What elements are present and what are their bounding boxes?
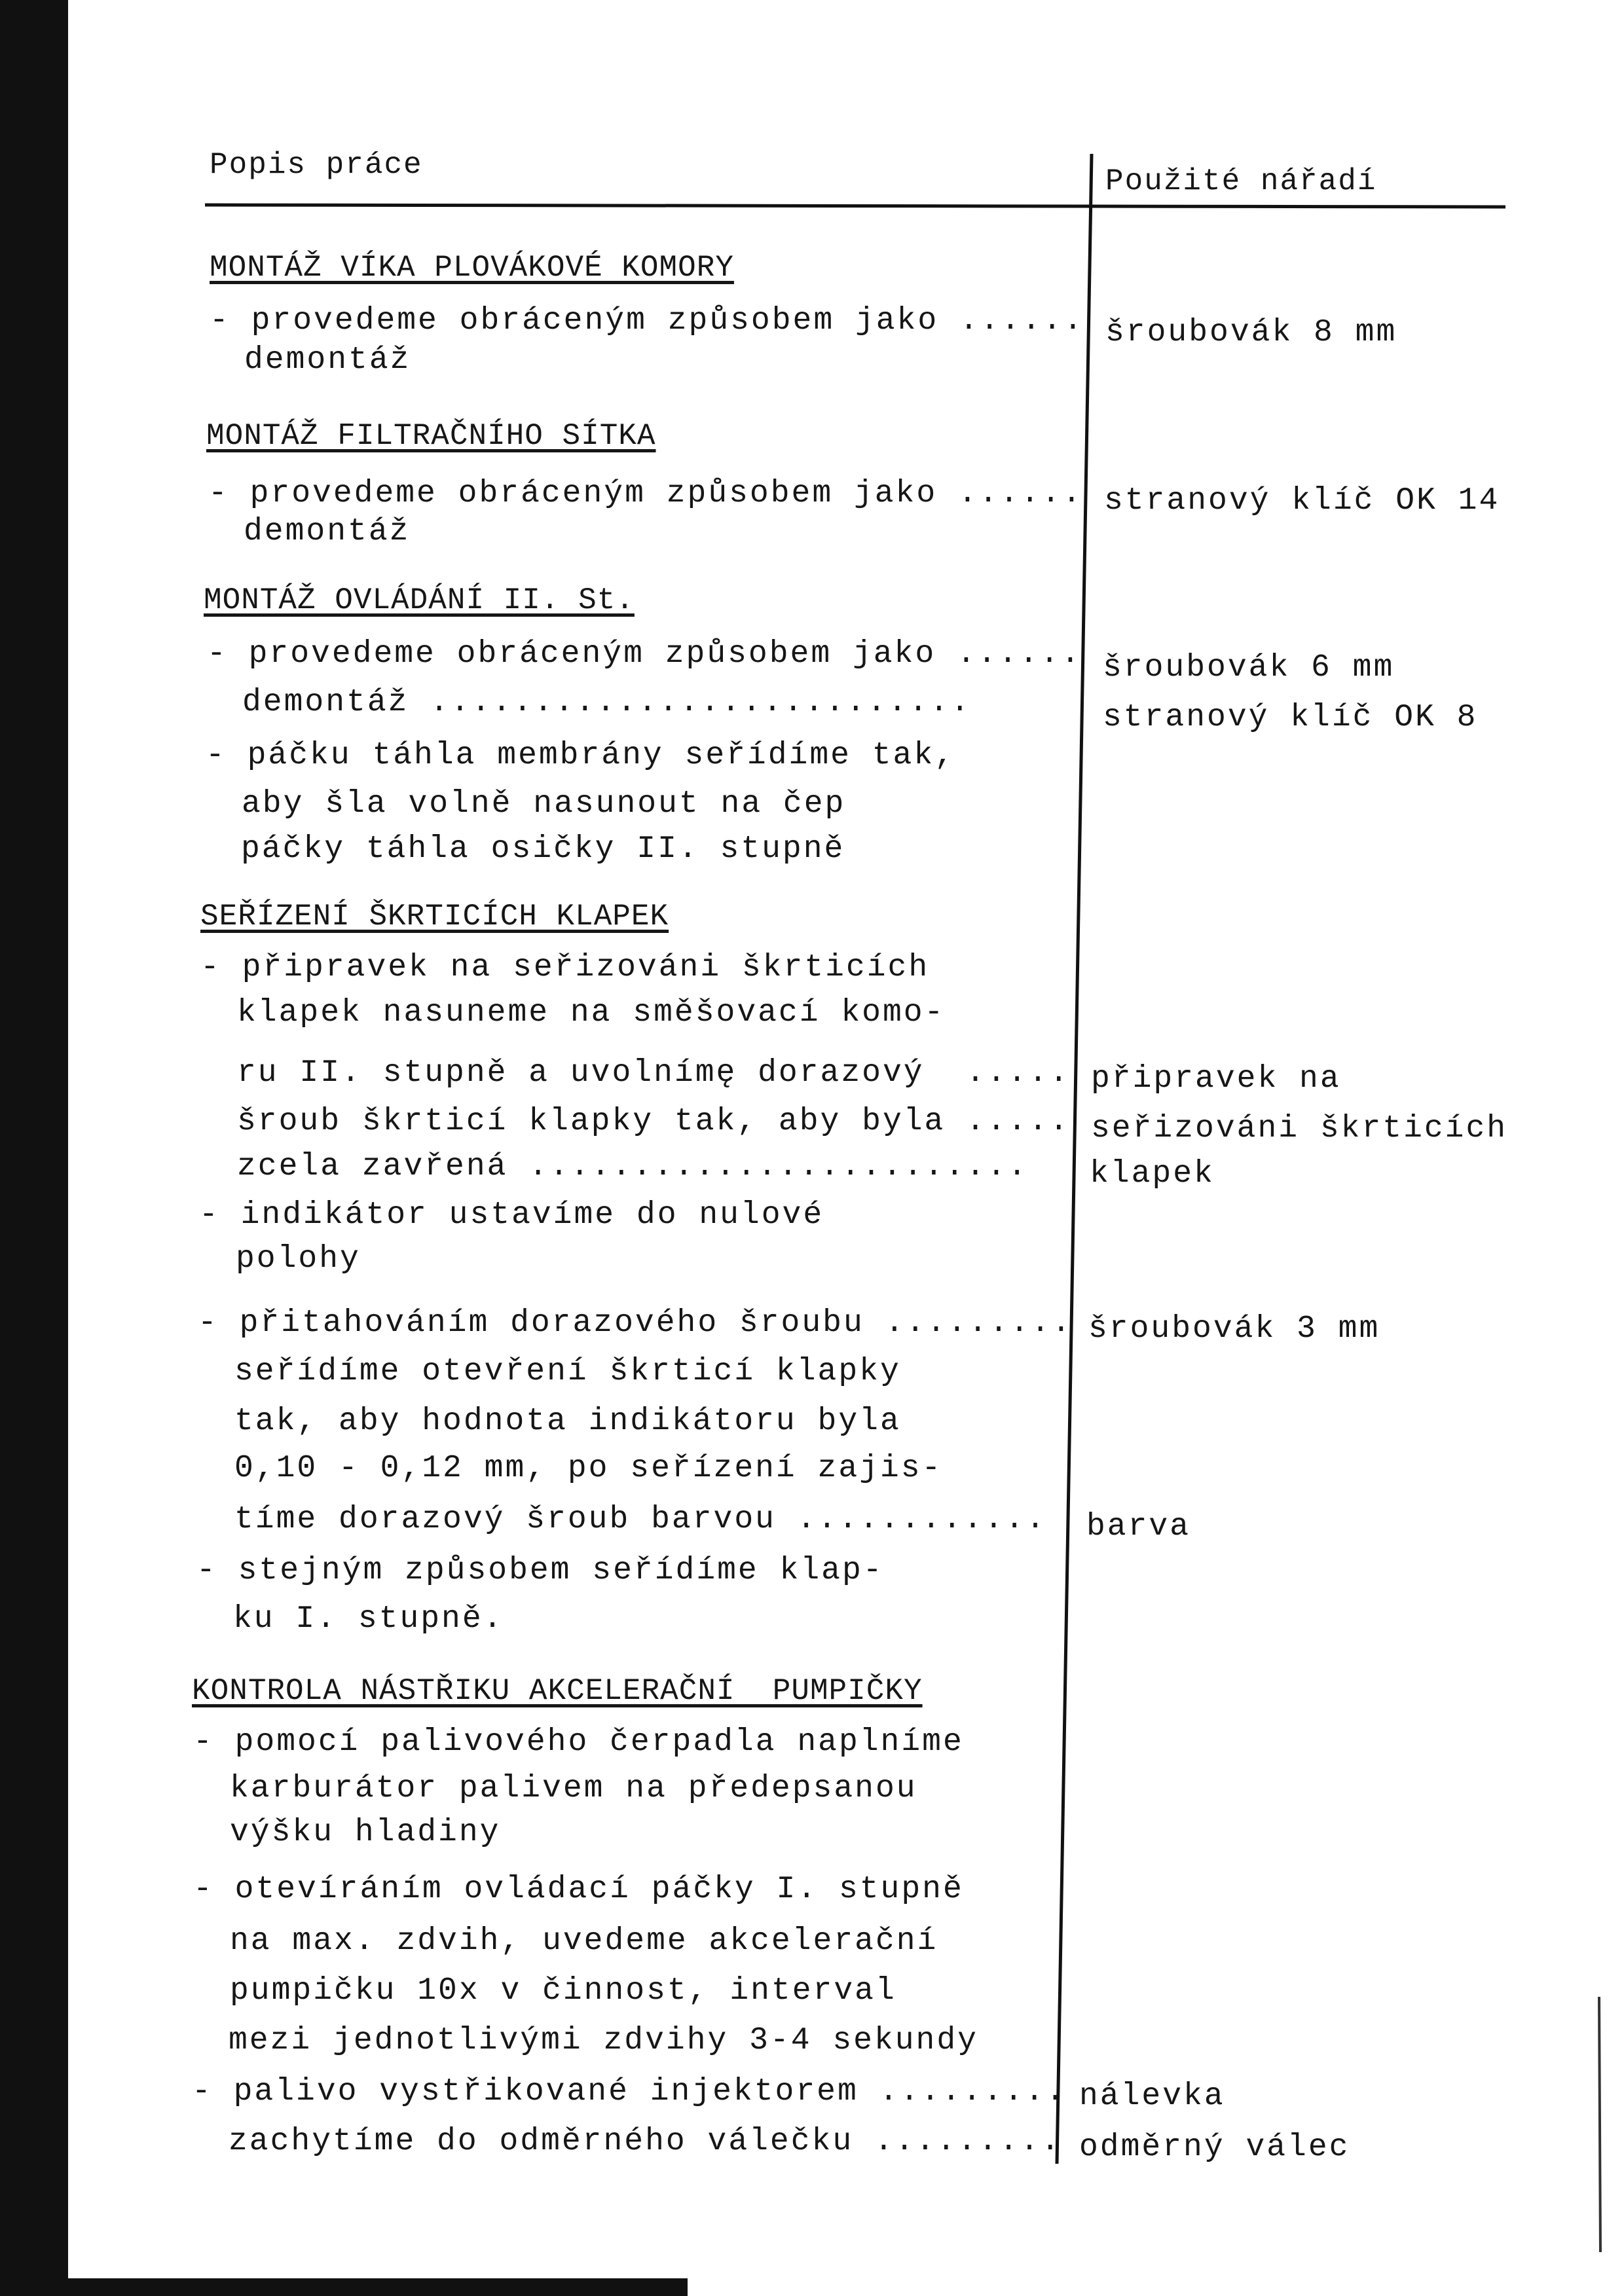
work-line: 0,10 - 0,12 mm, po seřízení zajis-: [234, 1451, 943, 1486]
tool-item: připravek na: [1091, 1061, 1341, 1097]
section-title: MONTÁŽ FILTRAČNÍHO SÍTKA: [206, 419, 656, 453]
work-line: - indikátor ustavíme do nulové: [199, 1197, 824, 1233]
work-line: šroub škrticí klapky tak, aby byla .....: [237, 1104, 1071, 1139]
column-header-work: Popis práce: [210, 148, 423, 182]
tool-item: seřizováni škrticích: [1091, 1111, 1508, 1146]
work-line: demontáž ..........................: [242, 685, 972, 720]
scan-mark: [1599, 1997, 1600, 2252]
work-line: zachytíme do odměrného válečku .........: [229, 2124, 1062, 2159]
tool-item: stranový klíč OK 14: [1104, 483, 1500, 519]
column-divider: [1057, 154, 1092, 2164]
work-line: karburátor palivem na předepsanou: [230, 1771, 917, 1806]
work-line: seřídíme otevření škrticí klapky: [234, 1354, 901, 1389]
header-rule: [205, 205, 1505, 207]
work-line: tíme dorazový šroub barvou ............: [234, 1502, 1047, 1537]
work-line: - připravek na seřizováni škrticích: [200, 950, 930, 985]
work-line: polohy: [236, 1241, 361, 1277]
work-line: pumpičku 10x v činnost, interval: [230, 1973, 896, 2009]
work-line: mezi jednotlivými zdvihy 3-4 sekundy: [229, 2023, 978, 2058]
work-line: - přitahováním dorazového šroubu .........: [198, 1305, 1073, 1341]
work-line: - pomocí palivového čerpadla naplníme: [193, 1724, 964, 1760]
work-line: aby šla volně nasunout na čep: [242, 786, 846, 822]
tool-item: šroubovák 6 mm: [1103, 650, 1395, 685]
work-line: demontáž: [244, 342, 411, 378]
work-line: výšku hladiny: [230, 1815, 501, 1850]
work-line: ru II. stupně a uvolnímę dorazový .....: [237, 1055, 1071, 1091]
tool-item: barva: [1086, 1509, 1191, 1544]
work-line: - otevíráním ovládací páčky I. stupně: [193, 1872, 964, 1907]
work-line: na max. zdvih, uvedeme akcelerační: [230, 1923, 938, 1959]
work-line: demontáž: [244, 514, 411, 549]
section-title: MONTÁŽ OVLÁDÁNÍ II. St.: [204, 583, 635, 617]
work-line: klapek nasuneme na směšovací komo-: [237, 995, 946, 1030]
tool-item: šroubovák 8 mm: [1105, 315, 1397, 350]
work-line: - provedeme obráceným způsobem jako ......: [210, 303, 1084, 338]
work-line: - páčku táhla membrány seřídíme tak,: [206, 738, 955, 773]
tool-item: šroubovák 3 mm: [1088, 1311, 1380, 1347]
work-line: ku I. stupně.: [233, 1601, 504, 1637]
tool-item: klapek: [1090, 1156, 1215, 1192]
tool-item: odměrný válec: [1079, 2130, 1350, 2165]
work-line: tak, aby hodnota indikátoru byla: [234, 1404, 901, 1439]
work-line: - stejným způsobem seřídíme klap-: [196, 1553, 884, 1588]
tool-item: stranový klíč OK 8: [1103, 700, 1478, 735]
work-line: zcela zavřená ........................: [237, 1149, 1029, 1184]
work-line: - provedeme obráceným způsobem jako ......: [207, 636, 1082, 672]
work-line: páčky táhla osičky II. stupně: [241, 831, 845, 867]
section-title: KONTROLA NÁSTŘIKU AKCELERAČNÍ PUMPIČKY: [192, 1674, 923, 1708]
section-title: MONTÁŽ VÍKA PLOVÁKOVÉ KOMORY: [210, 251, 734, 285]
column-header-tools: Použité nářadí: [1105, 164, 1377, 198]
tool-item: nálevka: [1079, 2079, 1225, 2114]
work-line: - provedeme obráceným způsobem jako ......: [208, 476, 1083, 511]
section-title: SEŘÍZENÍ ŠKRTICÍCH KLAPEK: [200, 900, 669, 934]
work-line: - palivo vystřikované injektorem .........: [192, 2074, 1067, 2109]
